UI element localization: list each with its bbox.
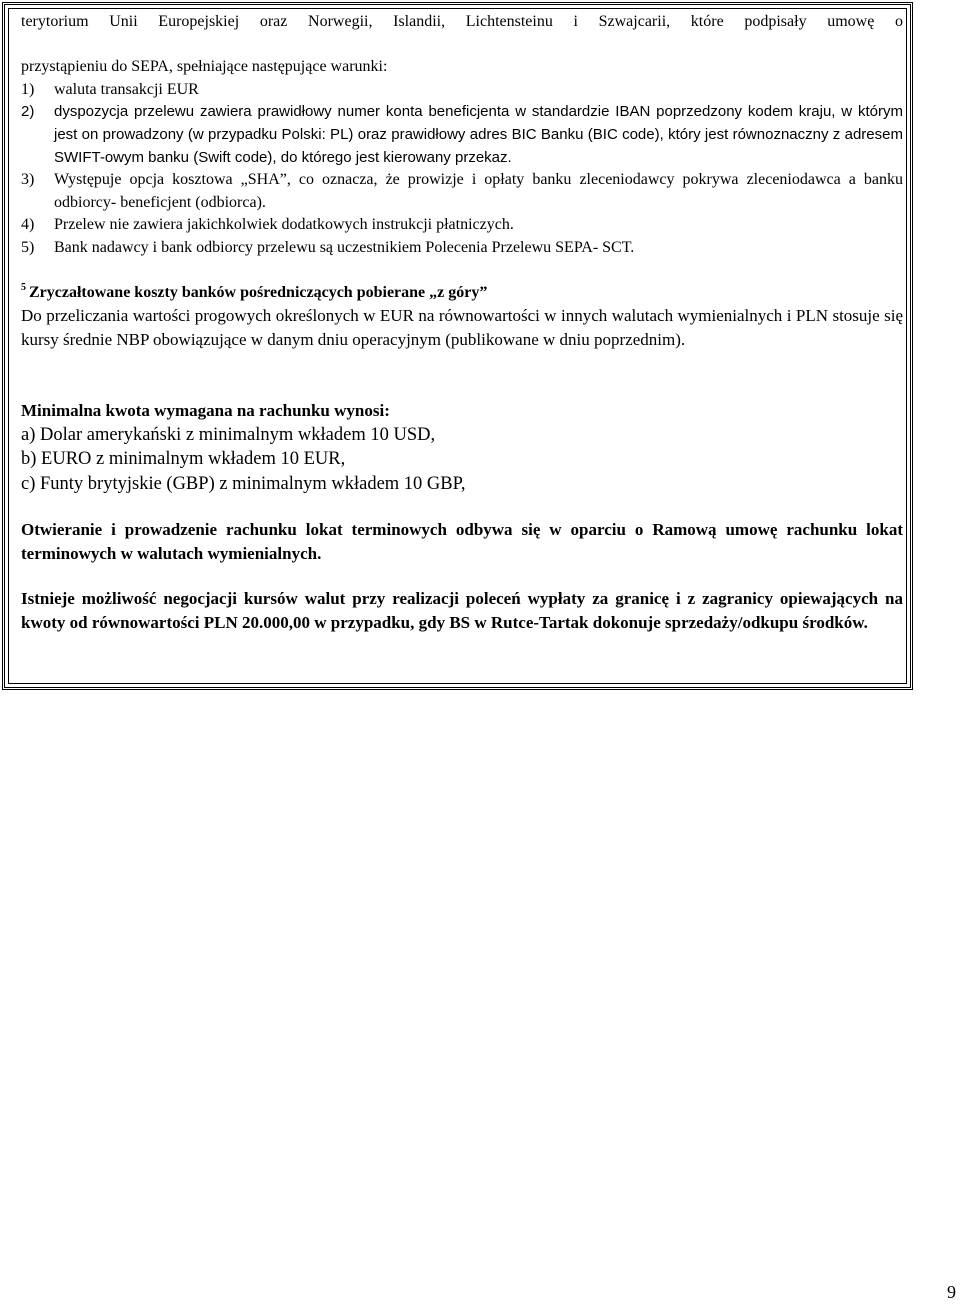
list-item-number: 5) <box>21 238 35 256</box>
footnote-marker: 5 <box>21 281 26 293</box>
list-item-number: 3) <box>21 171 35 189</box>
list-item <box>21 214 903 237</box>
minimum-balance-item: a) Dolar amerykański z minimalnym wkładem 10 USD, <box>21 424 436 445</box>
list-item-number: 2) <box>21 103 35 121</box>
list-item <box>21 101 903 169</box>
list-item-text: dyspozycja przelewu zawiera prawidłowy numer konta beneficjenta w standardzie IBAN poprzedzony kodem kraju, w którym jest on prowadzony (w przypadku Polski: PL) oraz prawidłowy adres BIC Banku (BIC code), który jest równoznaczny z adresem SWIFT-owym banku (Swift code), do którego jest kierowany przekaz. <box>54 103 903 166</box>
minimum-balance-section <box>21 399 903 496</box>
list-item-text: Bank nadawcy i bank odbiorcy przelewu są uczestnikiem Polecenia Przelewu SEPA- SCT. <box>54 238 635 256</box>
list-item-number: 1) <box>21 80 35 98</box>
document-content <box>21 11 903 635</box>
list-item-text: Przelew nie zawiera jakichkolwiek dodatkowych instrukcji płatniczych. <box>54 216 514 234</box>
minimum-balance-item: b) EURO z minimalnym wkładem 10 EUR, <box>21 449 346 470</box>
footnote-text: Do przeliczania wartości progowych określonych w EUR na równowartości w innych walutach wymienialnych i PLN stosuje się kursy średnie NBP obowiązujące w danym dniu operacyjnym (publikowane w dniu poprzednim). <box>21 306 903 349</box>
page-number: 9 <box>947 1282 956 1302</box>
list-item <box>21 237 903 260</box>
intro-line-2: przystąpieniu do SEPA, spełniające następujące warunki: <box>21 58 388 76</box>
list-item <box>21 79 903 102</box>
list-item <box>21 169 903 214</box>
footnote-heading <box>21 277 903 305</box>
fx-negotiation-paragraph: Istnieje możliwość negocjacji kursów walut przy realizacji poleceń wypłaty za granicę i z zagranicy opiewających na kwoty od równowartości PLN 20.000,00 w przypadku, gdy BS w Rutce-Tartak dokonuje sprzedaży/odkupu środków. <box>21 589 903 632</box>
conditions-list <box>21 79 903 260</box>
footnote <box>21 277 903 352</box>
list-item-text: Występuje opcja kosztowa „SHA”, co oznacza, że prowizje i opłaty banku zleceniodawcy pokrywa zleceniodawca a banku odbiorcy- beneficjent (odbiorca). <box>54 171 903 211</box>
minimum-balance-item: c) Funty brytyjskie (GBP) z minimalnym wkładem 10 GBP, <box>21 473 466 494</box>
list-item-text: waluta transakcji EUR <box>54 80 199 98</box>
minimum-balance-title: Minimalna kwota wymagana na rachunku wynosi: <box>21 401 390 421</box>
footnote-title: Zryczałtowane koszty banków pośredniczących pobierane „z góry” <box>29 283 488 301</box>
term-deposit-paragraph: Otwieranie i prowadzenie rachunku lokat terminowych odbywa się w oparciu o Ramową umowę rachunku lokat terminowych w walutach wymienialnych. <box>21 520 903 563</box>
intro-line-1: terytorium Unii Europejskiej oraz Norwegii, Islandii, Lichtensteinu i Szwajcarii, które podpisały umowę o <box>21 13 903 30</box>
list-item-number: 4) <box>21 216 35 234</box>
document-frame <box>2 2 913 690</box>
